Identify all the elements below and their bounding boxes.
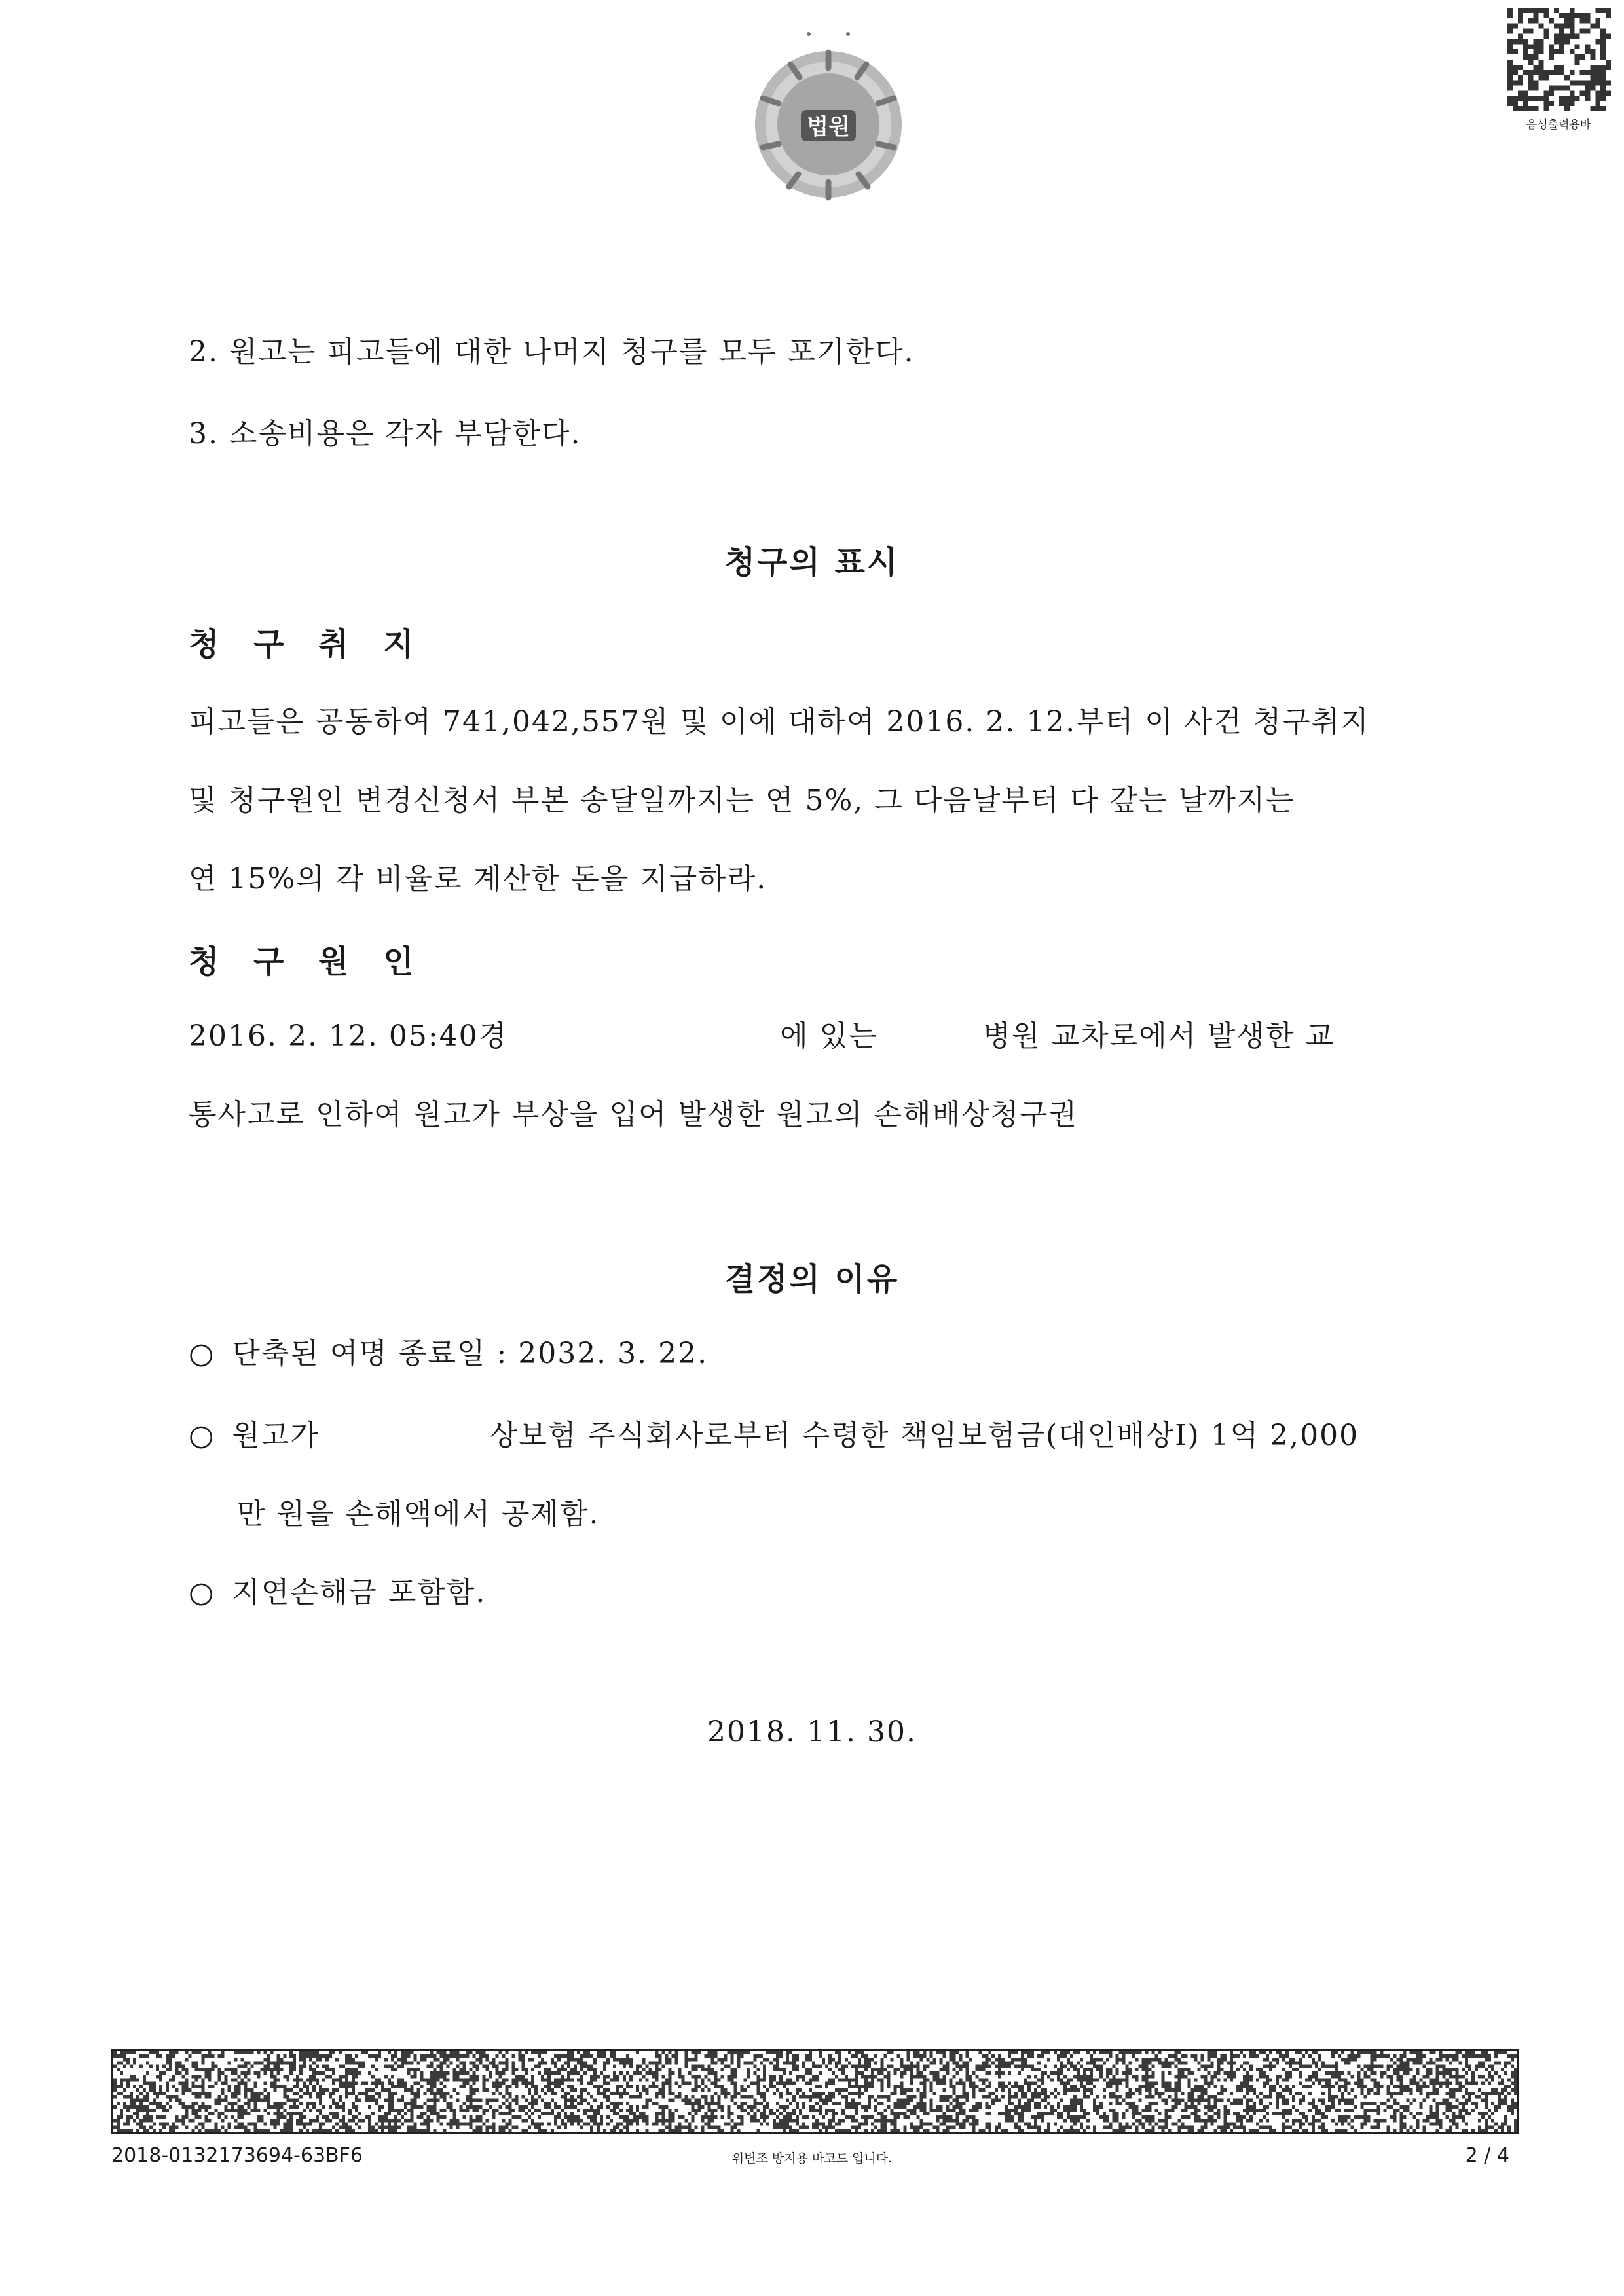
order-item-3: 3. 소송비용은 각자 부담한다. <box>189 417 581 450</box>
bullet-icon: ○ <box>189 1576 215 1609</box>
reason-text-2b: 상보험 주식회사로부터 수령한 책임보험금(대인배상I) 1억 2,000 <box>489 1419 1359 1452</box>
qr-code-icon <box>1507 8 1611 111</box>
claim-purpose-line-1: 피고들은 공동하여 741,042,557원 및 이에 대하여 2016. 2. 12.부터 이 사건 청구취지 <box>189 705 1370 738</box>
claim-purpose-heading: 청 구 취 지 <box>189 626 426 663</box>
seal-text: 법원 <box>807 114 850 140</box>
reason-text-1: 단축된 여명 종료일 : 2032. 3. 22. <box>232 1337 709 1370</box>
decision-date: 2018. 11. 30. <box>707 1715 917 1749</box>
claim-section-title: 청구의 표시 <box>724 544 900 581</box>
reason-text-3: 지연손해금 포함함. <box>232 1576 487 1609</box>
claim-cause-line-2: 통사고로 인하여 원고가 부상을 입어 발생한 원고의 손해배상청구권 <box>189 1098 1079 1131</box>
reason-item-2-continued: 만 원을 손해액에서 공제함. <box>237 1497 600 1531</box>
claim-cause-text-b: 에 있는 <box>780 1019 878 1053</box>
claim-purpose-line-3: 연 15%의 각 비율로 계산한 돈을 지급하라. <box>189 862 767 896</box>
reason-item-2 <box>189 1417 1359 1454</box>
reason-item-1 <box>189 1336 708 1372</box>
bullet-icon: ○ <box>189 1419 215 1452</box>
document-id: 2018-0132173694-63BF6 <box>111 2144 363 2167</box>
qr-label: 음성출력용바 <box>1526 118 1591 132</box>
court-seal-icon <box>743 26 913 210</box>
reason-item-3 <box>189 1575 486 1611</box>
reason-text-2a: 원고가 <box>232 1419 320 1452</box>
anti-forgery-barcode-icon <box>111 2049 1519 2134</box>
page-number: 2 / 4 <box>1465 2144 1509 2167</box>
claim-cause-text-a: 2016. 2. 12. 05:40경 <box>189 1019 519 1053</box>
claim-cause-heading: 청 구 원 인 <box>189 943 426 980</box>
reason-section-title: 결정의 이유 <box>724 1261 900 1298</box>
claim-purpose-line-2: 및 청구원인 변경신청서 부본 송달일까지는 연 5%, 그 다음날부터 다 갚는 날까지는 <box>189 784 1295 817</box>
claim-cause-text-c: 병원 교차로에서 발생한 교 <box>982 1019 1335 1053</box>
claim-cause-line-1 <box>189 1018 1335 1055</box>
barcode-note: 위변조 방지용 바코드 입니다. <box>731 2151 893 2166</box>
bullet-icon: ○ <box>189 1337 215 1370</box>
order-item-2: 2. 원고는 피고들에 대한 나머지 청구를 모두 포기한다. <box>189 335 915 369</box>
